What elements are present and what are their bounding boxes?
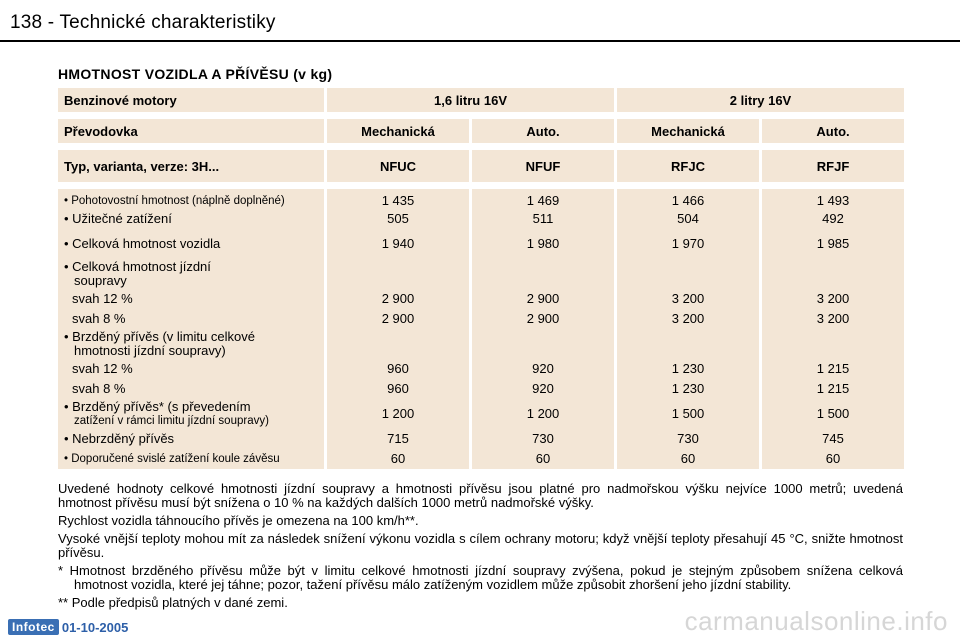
table-row bbox=[58, 399, 904, 429]
row-value: 1 230 bbox=[617, 359, 759, 379]
row-value: 60 bbox=[617, 449, 759, 469]
row-value: 920 bbox=[472, 359, 614, 379]
table-row bbox=[58, 259, 904, 289]
type-cell: RFJF bbox=[762, 150, 904, 182]
gearbox-header-row bbox=[58, 119, 904, 143]
row-value: 1 215 bbox=[762, 379, 904, 399]
table-row bbox=[58, 449, 904, 469]
engine-1-header: 1,6 litru 16V bbox=[327, 88, 614, 112]
table-row bbox=[58, 189, 904, 209]
row-value: 60 bbox=[762, 449, 904, 469]
table-row bbox=[58, 429, 904, 449]
row-label-line: • Brzděný přívěs* (s převedením bbox=[64, 399, 251, 414]
table-row bbox=[58, 229, 904, 259]
page-title: 138 - Technické charakteristiky bbox=[10, 12, 276, 33]
row-label-line: zatížení v rámci limitu jízdní soupravy) bbox=[74, 415, 269, 427]
row-value: 1 493 bbox=[762, 189, 904, 209]
gearbox-cell: Auto. bbox=[472, 119, 614, 143]
note-footnote: ** Podle předpisů platných v dané zemi. bbox=[58, 595, 288, 610]
gearbox-cell: Mechanická bbox=[617, 119, 759, 143]
row-label: • Celková hmotnost vozidla bbox=[58, 229, 324, 259]
table-row bbox=[58, 359, 904, 379]
row-value: 1 469 bbox=[472, 189, 614, 209]
row-value: 745 bbox=[762, 429, 904, 449]
row-value: 3 200 bbox=[617, 309, 759, 329]
row-value: 1 980 bbox=[472, 229, 614, 259]
gearbox-cell: Mechanická bbox=[327, 119, 469, 143]
type-cell: NFUC bbox=[327, 150, 469, 182]
infotec-logo: Infotec bbox=[8, 619, 59, 635]
table-row bbox=[58, 329, 904, 359]
row-value: 1 435 bbox=[327, 189, 469, 209]
row-value: 2 900 bbox=[472, 309, 614, 329]
row-value: 60 bbox=[327, 449, 469, 469]
row-value: 1 500 bbox=[762, 399, 904, 429]
row-value: 1 200 bbox=[327, 399, 469, 429]
row-value: 2 900 bbox=[472, 289, 614, 309]
row-label: • Užitečné zatížení bbox=[58, 209, 324, 229]
row-value: 60 bbox=[472, 449, 614, 469]
row-value: 1 940 bbox=[327, 229, 469, 259]
row-value: 1 466 bbox=[617, 189, 759, 209]
row-label-line: soupravy bbox=[74, 273, 127, 288]
header-divider bbox=[0, 40, 960, 42]
row-value: 960 bbox=[327, 379, 469, 399]
row-value: 715 bbox=[327, 429, 469, 449]
type-cell: NFUF bbox=[472, 150, 614, 182]
footer bbox=[8, 618, 128, 636]
type-header-row bbox=[58, 150, 904, 182]
row-value: 3 200 bbox=[617, 289, 759, 309]
row-value: 1 230 bbox=[617, 379, 759, 399]
row-label: svah 12 % bbox=[58, 289, 324, 309]
row-value: 920 bbox=[472, 379, 614, 399]
engine-header-row bbox=[58, 88, 904, 112]
footer-date: 01-10-2005 bbox=[61, 619, 129, 635]
gearbox-label: Převodovka bbox=[58, 119, 324, 143]
row-value: 1 970 bbox=[617, 229, 759, 259]
row-value: 730 bbox=[617, 429, 759, 449]
weight-spec-table bbox=[55, 88, 907, 469]
row-label bbox=[58, 329, 324, 359]
row-value: 2 900 bbox=[327, 309, 469, 329]
engine-label: Benzinové motory bbox=[58, 88, 324, 112]
type-label: Typ, varianta, verze: 3H... bbox=[58, 150, 324, 182]
table-row bbox=[58, 209, 904, 229]
row-value: 1 200 bbox=[472, 399, 614, 429]
row-value: 504 bbox=[617, 209, 759, 229]
type-cell: RFJC bbox=[617, 150, 759, 182]
row-value: 3 200 bbox=[762, 289, 904, 309]
row-label: • Nebrzděný přívěs bbox=[58, 429, 324, 449]
row-value: 2 900 bbox=[327, 289, 469, 309]
note-paragraph: Uvedené hodnoty celkové hmotnosti jízdní soupravy a hmotnosti přívěsu jsou platné pro nadmořskou výšku nejvíce 1000 metrů; uvedená hmotnost přívěsu musí být snížena o 10 % na každých dalších 1000 metrů nadmořské výšky. bbox=[58, 481, 903, 510]
row-value: 492 bbox=[762, 209, 904, 229]
table-row bbox=[58, 309, 904, 329]
watermark: carmanualsonline.info bbox=[684, 606, 948, 636]
row-value: 1 985 bbox=[762, 229, 904, 259]
note-footnote: * Hmotnost brzděného přívěsu může být v limitu celkové hmotnosti jízdní soupravy zvýšena, pokud je stejným způsobem snížena celková hmotnost vozidla, které jej táhne; pozor, tažení přívěsu málo zatíženým vozidlem může způsobit zhoršení jeho jízdní stability. bbox=[58, 563, 903, 592]
row-label: • Pohotovostní hmotnost (náplně doplněné) bbox=[58, 189, 324, 209]
engine-2-header: 2 litry 16V bbox=[617, 88, 904, 112]
row-label: svah 8 % bbox=[58, 309, 324, 329]
row-label-line: hmotnosti jízdní soupravy) bbox=[74, 343, 226, 358]
table-row bbox=[58, 289, 904, 309]
row-label-line: • Brzděný přívěs (v limitu celkové bbox=[64, 329, 255, 344]
row-value: 1 500 bbox=[617, 399, 759, 429]
note-paragraph: Vysoké vnější teploty mohou mít za následek snížení výkonu vozidla s cílem ochrany motoru; když vnější teploty přesahují 45 °C, snižte hmotnost přívěsu. bbox=[58, 531, 903, 560]
row-value: 3 200 bbox=[762, 309, 904, 329]
row-value: 730 bbox=[472, 429, 614, 449]
row-value: 960 bbox=[327, 359, 469, 379]
table-row bbox=[58, 379, 904, 399]
section-title: HMOTNOST VOZIDLA A PŘÍVĚSU (v kg) bbox=[58, 66, 333, 82]
note-paragraph: Rychlost vozidla táhnoucího přívěs je omezena na 100 km/h**. bbox=[58, 513, 419, 528]
notes-section bbox=[58, 482, 903, 614]
row-label-line: • Celková hmotnost jízdní bbox=[64, 259, 211, 274]
row-label: svah 8 % bbox=[58, 379, 324, 399]
row-label bbox=[58, 259, 324, 289]
row-value: 1 215 bbox=[762, 359, 904, 379]
gearbox-cell: Auto. bbox=[762, 119, 904, 143]
row-value: 511 bbox=[472, 209, 614, 229]
row-label: • Doporučené svislé zatížení koule závěsu bbox=[58, 449, 324, 469]
row-label bbox=[58, 399, 324, 429]
row-label: svah 12 % bbox=[58, 359, 324, 379]
row-value: 505 bbox=[327, 209, 469, 229]
